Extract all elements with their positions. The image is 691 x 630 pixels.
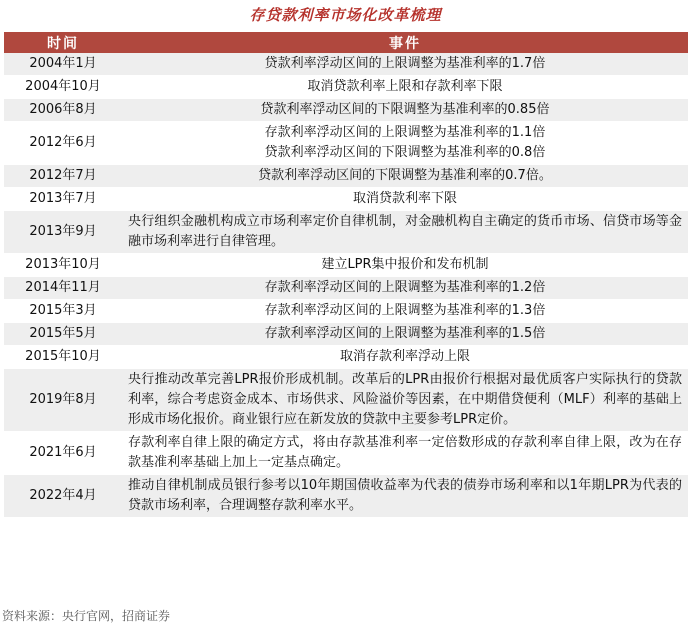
table-row (4, 254, 688, 277)
row-event (122, 53, 688, 76)
event-line: 贷款利率浮动区间的上限调整为基准利率的1.7倍 (264, 56, 546, 71)
row-event (122, 165, 688, 188)
event-line: 存款利率浮动区间的上限调整为基准利率的1.3倍 (264, 303, 546, 318)
event-line: 推动自律机制成员银行参考以10年期国债收益率为代表的债券市场利率和以1年期LPR为代表的贷款市场利率，合理调整存款利率水平。 (128, 478, 682, 513)
table-row (4, 432, 688, 475)
row-event (122, 122, 688, 165)
reform-table (4, 32, 688, 518)
row-date: 2015年10月 (4, 346, 122, 369)
event-line: 存款利率浮动区间的上限调整为基准利率的1.2倍 (264, 280, 546, 295)
row-date: 2006年8月 (4, 99, 122, 122)
header-event: 事件 (122, 32, 688, 53)
table-row (4, 369, 688, 432)
row-date: 2004年10月 (4, 76, 122, 99)
table-title: 存贷款利率市场化改革梳理 (249, 6, 442, 24)
row-event (122, 475, 688, 518)
table-header-row (4, 32, 688, 53)
event-line: 贷款利率浮动区间的下限调整为基准利率的0.85倍 (260, 102, 550, 117)
table-row (4, 300, 688, 323)
row-event (122, 76, 688, 99)
table-row (4, 165, 688, 188)
table-row (4, 277, 688, 300)
row-date: 2014年11月 (4, 277, 122, 300)
row-date: 2013年10月 (4, 254, 122, 277)
table-row (4, 99, 688, 122)
table-row (4, 122, 688, 165)
row-event (122, 277, 688, 300)
row-date: 2015年3月 (4, 300, 122, 323)
table-row (4, 211, 688, 254)
row-date: 2012年7月 (4, 165, 122, 188)
row-date: 2004年1月 (4, 53, 122, 76)
table-row (4, 53, 688, 76)
row-date: 2013年9月 (4, 211, 122, 254)
header-time: 时间 (4, 32, 122, 53)
table-row (4, 346, 688, 369)
event-line: 存款利率浮动区间的上限调整为基准利率的1.5倍 (264, 326, 546, 341)
row-date: 2015年5月 (4, 323, 122, 346)
row-event (122, 254, 688, 277)
event-line: 取消贷款利率上限和存款利率下限 (307, 79, 503, 94)
row-event (122, 432, 688, 475)
source-note: 资料来源：央行官网，招商证券 (2, 609, 171, 623)
event-line: 取消贷款利率下限 (352, 191, 457, 206)
event-line: 央行组织金融机构成立市场利率定价自律机制，对金融机构自主确定的货币市场、信贷市场等金融市场利率进行自律管理。 (128, 214, 682, 249)
event-line: 贷款利率浮动区间的下限调整为基准利率的0.8倍 (264, 145, 546, 160)
row-date: 2013年7月 (4, 188, 122, 211)
row-date: 2019年8月 (4, 369, 122, 432)
row-event (122, 300, 688, 323)
table-row (4, 475, 688, 518)
row-event (122, 323, 688, 346)
event-line: 存款利率自律上限的确定方式，将由存款基准利率一定倍数形成的存款利率自律上限，改为在存款基准利率基础上加上一定基点确定。 (128, 435, 682, 470)
row-event (122, 211, 688, 254)
table-row (4, 188, 688, 211)
row-date: 2012年6月 (4, 122, 122, 165)
row-date: 2021年6月 (4, 432, 122, 475)
event-line: 贷款利率浮动区间的下限调整为基准利率的0.7倍。 (258, 168, 552, 183)
table-row (4, 76, 688, 99)
event-line: 存款利率浮动区间的上限调整为基准利率的1.1倍 (264, 125, 546, 140)
table-row (4, 323, 688, 346)
row-event (122, 346, 688, 369)
event-line: 取消存款利率浮动上限 (339, 349, 470, 364)
event-line: 央行推动改革完善LPR报价形成机制。改革后的LPR由报价行根据对最优质客户实际执行的贷款利率，综合考虑资金成本、市场供求、风险溢价等因素，在中期借贷便利（MLF）利率的基础上形成市场化报价。商业银行应在新发放的贷款中主要参考LPR定价。 (128, 372, 682, 427)
event-line: 建立LPR集中报价和发布机制 (321, 257, 489, 272)
row-event (122, 369, 688, 432)
row-date: 2022年4月 (4, 475, 122, 518)
row-event (122, 188, 688, 211)
row-event (122, 99, 688, 122)
table-body (4, 53, 688, 518)
